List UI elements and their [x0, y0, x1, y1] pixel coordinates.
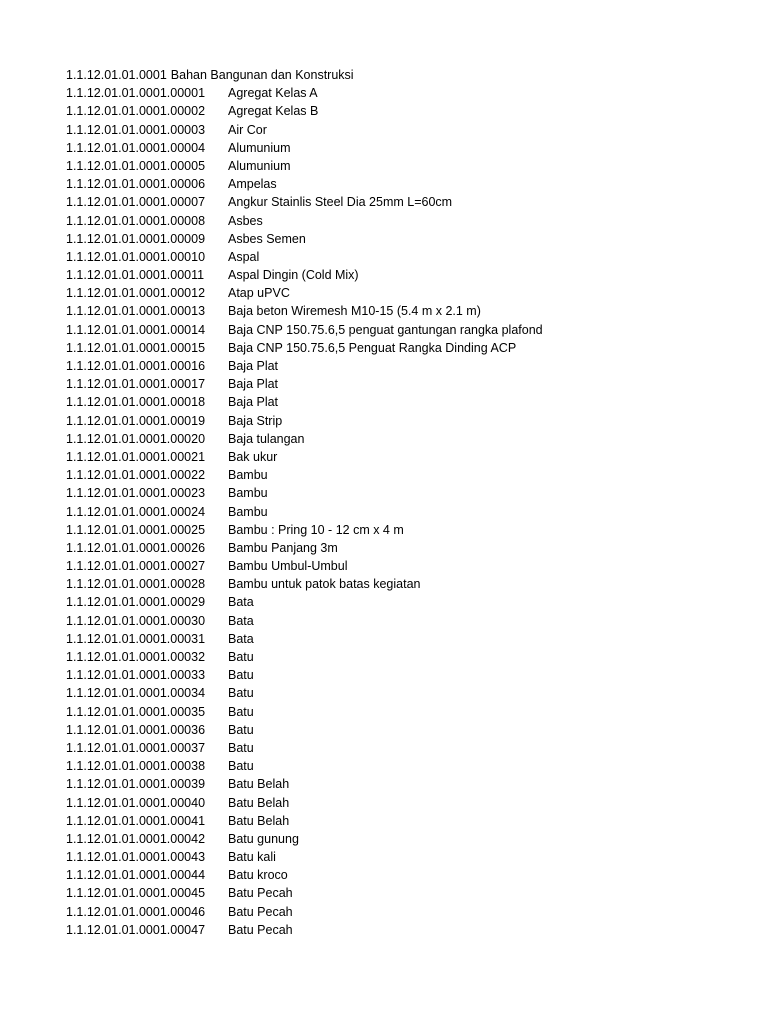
item-code: 1.1.12.01.01.0001.00020 [66, 431, 206, 446]
list-item [66, 466, 543, 484]
list-item [66, 630, 543, 648]
item-description: Batu kroco [228, 868, 288, 883]
list-item [66, 648, 543, 666]
item-description: Alumunium [228, 140, 291, 155]
list-item [66, 593, 543, 611]
item-code: 1.1.12.01.01.0001.00007 [66, 195, 206, 210]
item-code: 1.1.12.01.01.0001.00017 [66, 377, 206, 392]
item-description: Batu Pecah [228, 886, 293, 901]
list-item [66, 721, 543, 739]
item-description: Batu [228, 650, 254, 664]
item-description: Alumunium [228, 158, 291, 173]
item-code: 1.1.12.01.01.0001.00026 [66, 540, 206, 555]
item-description: Bambu : Pring 10 - 12 cm x 4 m [228, 522, 404, 537]
item-code: 1.1.12.01.01.0001.00046 [66, 904, 206, 919]
item-description: Bambu untuk patok batas kegiatan [228, 577, 421, 592]
item-description: Batu [228, 686, 254, 701]
list-item [66, 175, 543, 193]
item-description: Bambu Umbul-Umbul [228, 559, 348, 574]
item-description: Batu [228, 759, 254, 774]
list-item [66, 830, 543, 848]
item-code: 1.1.12.01.01.0001.00031 [66, 631, 206, 646]
item-code: 1.1.12.01.01.0001.00032 [66, 650, 206, 664]
list-item [66, 612, 543, 630]
list-item [66, 903, 543, 921]
list-item [66, 321, 543, 339]
item-code: 1.1.12.01.01.0001.00039 [66, 777, 206, 792]
item-code: 1.1.12.01.01.0001.00037 [66, 740, 206, 755]
item-code: 1.1.12.01.01.0001.00035 [66, 704, 206, 719]
item-code: 1.1.12.01.01.0001.00030 [66, 613, 206, 628]
item-code: 1.1.12.01.01.0001.00001 [66, 86, 206, 101]
item-code: 1.1.12.01.01.0001.00047 [66, 922, 206, 937]
item-description: Batu kali [228, 850, 276, 865]
item-description: Asbes Semen [228, 231, 306, 246]
list-item [66, 703, 543, 721]
item-code: 1.1.12.01.01.0001.00022 [66, 468, 206, 483]
item-description: Aspal [228, 249, 260, 264]
item-code: 1.1.12.01.01.0001.00023 [66, 486, 206, 501]
item-description: Bambu [228, 468, 268, 483]
list-item [66, 666, 543, 684]
item-description: Batu Belah [228, 813, 290, 828]
item-code: 1.1.12.01.01.0001.00033 [66, 668, 206, 683]
list-item [66, 248, 543, 266]
item-code: 1.1.12.01.01.0001.00043 [66, 850, 206, 865]
list-item [66, 921, 543, 939]
item-description: Bambu [228, 504, 268, 519]
item-description: Baja Plat [228, 395, 279, 410]
item-code: 1.1.12.01.01.0001.00018 [66, 395, 206, 410]
item-description: Baja Plat [228, 359, 279, 373]
item-code: 1.1.12.01.01.0001.00015 [66, 340, 206, 355]
item-code: 1.1.12.01.01.0001.00010 [66, 249, 206, 264]
item-code: 1.1.12.01.01.0001.00009 [66, 231, 206, 246]
list-item [66, 84, 543, 102]
list-item [66, 284, 543, 302]
list-item [66, 794, 543, 812]
item-code: 1.1.12.01.01.0001.00016 [66, 359, 206, 373]
item-list [66, 84, 543, 939]
item-description: Asbes [228, 213, 263, 228]
list-item [66, 484, 543, 502]
item-description: Batu [228, 722, 254, 737]
item-description: Bambu [228, 486, 268, 501]
list-item [66, 357, 543, 375]
item-code: 1.1.12.01.01.0001.00011 [66, 268, 205, 283]
item-code: 1.1.12.01.01.0001.00044 [66, 868, 206, 883]
item-description: Agregat Kelas A [228, 86, 318, 101]
item-code: 1.1.12.01.01.0001.00042 [66, 831, 206, 846]
item-code: 1.1.12.01.01.0001.00003 [66, 122, 206, 137]
item-code: 1.1.12.01.01.0001.00029 [66, 595, 206, 610]
list-item [66, 521, 543, 539]
list-item [66, 302, 543, 320]
item-code: 1.1.12.01.01.0001.00024 [66, 504, 206, 519]
list-item [66, 139, 543, 157]
list-item [66, 412, 543, 430]
list-item [66, 157, 543, 175]
item-code: 1.1.12.01.01.0001.00038 [66, 759, 206, 774]
item-description: Batu Pecah [228, 904, 293, 919]
list-item [66, 448, 543, 466]
item-code: 1.1.12.01.01.0001.00005 [66, 158, 206, 173]
item-code: 1.1.12.01.01.0001.00027 [66, 559, 206, 574]
item-description: Bata [228, 631, 254, 646]
list-item [66, 812, 543, 830]
item-code: 1.1.12.01.01.0001.00025 [66, 522, 206, 537]
item-code: 1.1.12.01.01.0001.00014 [66, 322, 206, 337]
item-description: Atap uPVC [228, 286, 290, 301]
list-item [66, 193, 543, 211]
item-description: Bambu Panjang 3m [228, 540, 338, 555]
item-description: Ampelas [228, 177, 277, 192]
list-item [66, 557, 543, 575]
list-item [66, 393, 543, 411]
item-code: 1.1.12.01.01.0001.00002 [66, 104, 206, 119]
item-description: Angkur Stainlis Steel Dia 25mm L=60cm [228, 195, 453, 210]
item-code: 1.1.12.01.01.0001.00034 [66, 686, 206, 701]
item-code: 1.1.12.01.01.0001.00045 [66, 886, 206, 901]
item-code: 1.1.12.01.01.0001.00012 [66, 286, 206, 301]
item-description: Baja beton Wiremesh M10-15 (5.4 m x 2.1 m) [228, 304, 481, 319]
item-description: Bak ukur [228, 449, 278, 464]
item-code: 1.1.12.01.01.0001.00008 [66, 213, 206, 228]
item-code: 1.1.12.01.01.0001.00006 [66, 177, 206, 192]
list-item [66, 866, 543, 884]
item-description: Air Cor [228, 122, 267, 137]
item-description: Baja Strip [228, 413, 283, 428]
list-item [66, 503, 543, 521]
list-item [66, 575, 543, 593]
item-description: Baja CNP 150.75.6,5 Penguat Rangka Dinding ACP [228, 340, 517, 355]
item-description: Batu Belah [228, 777, 290, 792]
item-description: Batu Pecah [228, 922, 293, 937]
item-code: 1.1.12.01.01.0001.00028 [66, 577, 206, 592]
list-item [66, 775, 543, 793]
list-item [66, 212, 543, 230]
list-item [66, 102, 543, 120]
item-code: 1.1.12.01.01.0001.00004 [66, 140, 206, 155]
item-description: Baja CNP 150.75.6,5 penguat gantungan rangka plafond [228, 322, 543, 337]
item-description: Baja tulangan [228, 431, 305, 446]
item-code: 1.1.12.01.01.0001.00013 [66, 304, 206, 319]
item-description: Batu [228, 668, 254, 683]
list-item [66, 375, 543, 393]
item-description: Batu [228, 740, 254, 755]
category-title: Bahan Bangunan dan Konstruksi [170, 68, 354, 82]
list-item [66, 430, 543, 448]
list-item [66, 539, 543, 557]
item-code: 1.1.12.01.01.0001.00019 [66, 413, 206, 428]
item-description: Bata [228, 613, 254, 628]
item-description: Baja Plat [228, 377, 279, 392]
item-description: Aspal Dingin (Cold Mix) [228, 268, 359, 283]
list-item [66, 757, 543, 775]
list-item [66, 684, 543, 702]
item-description: Batu gunung [228, 831, 299, 846]
item-code: 1.1.12.01.01.0001.00021 [66, 449, 206, 464]
category-header [66, 66, 354, 84]
list-item [66, 339, 543, 357]
category-code: 1.1.12.01.01.0001 [66, 68, 167, 82]
list-item [66, 884, 543, 902]
list-item [66, 266, 543, 284]
item-description: Batu Belah [228, 795, 290, 810]
item-description: Batu [228, 704, 254, 719]
list-item [66, 230, 543, 248]
list-item [66, 848, 543, 866]
list-item [66, 121, 543, 139]
item-code: 1.1.12.01.01.0001.00041 [66, 813, 206, 828]
item-code: 1.1.12.01.01.0001.00036 [66, 722, 206, 737]
item-description: Agregat Kelas B [228, 104, 319, 119]
item-code: 1.1.12.01.01.0001.00040 [66, 795, 206, 810]
list-item [66, 739, 543, 757]
item-description: Bata [228, 595, 254, 610]
